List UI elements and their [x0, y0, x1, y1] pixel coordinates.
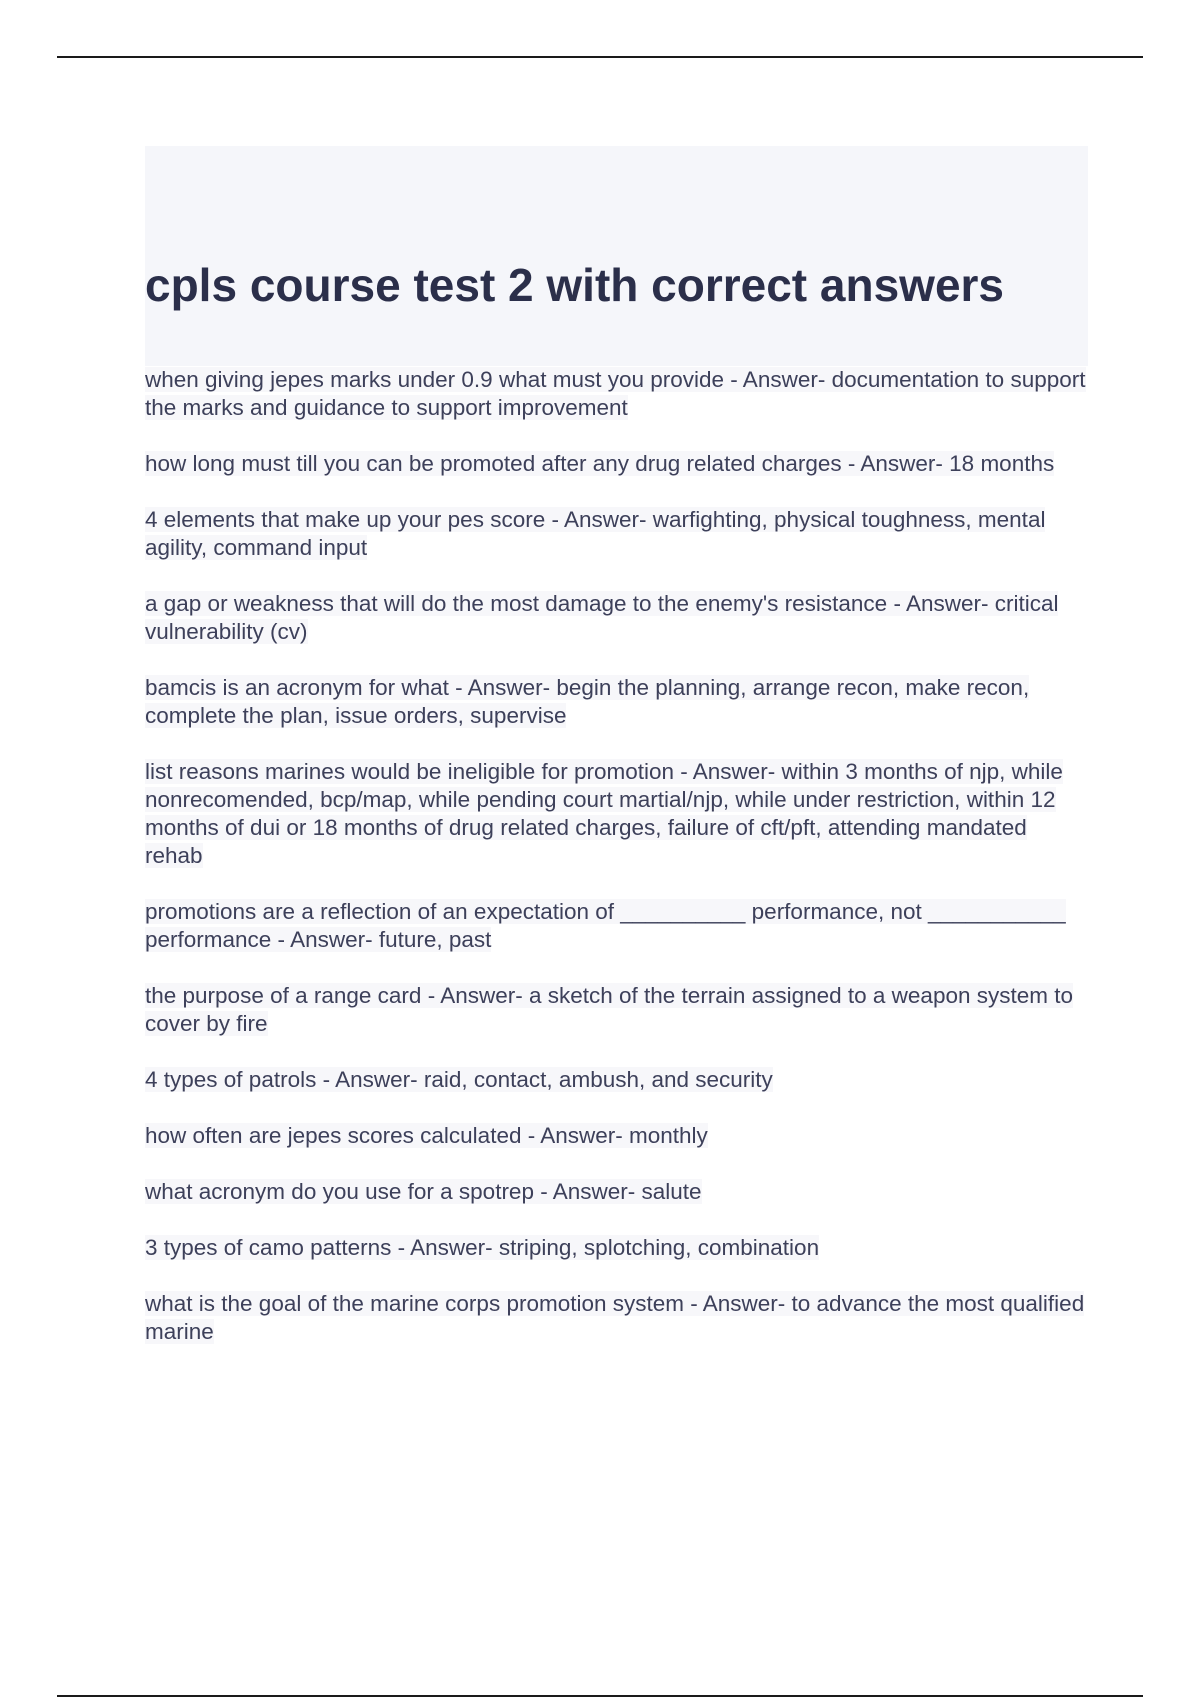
qa-item — [145, 1178, 1088, 1206]
document-title: cpls course test 2 with correct answers — [145, 259, 1005, 311]
qa-text: 4 elements that make up your pes score - Answer- warfighting, physical toughness, mental agility, command input — [145, 507, 1046, 560]
qa-text: how often are jepes scores calculated - Answer- monthly — [145, 1123, 708, 1148]
qa-item — [145, 366, 1088, 422]
header-rule — [57, 56, 1143, 58]
qa-text: bamcis is an acronym for what - Answer- begin the planning, arrange recon, make recon, complete the plan, issue orders, supervise — [145, 675, 1030, 728]
qa-text: a gap or weakness that will do the most damage to the enemy's resistance - Answer- critical vulnerability (cv) — [145, 591, 1059, 644]
qa-text: when giving jepes marks under 0.9 what must you provide - Answer- documentation to support the marks and guidance to support improvement — [145, 367, 1086, 420]
qa-text: 3 types of camo patterns - Answer- striping, splotching, combination — [145, 1235, 820, 1260]
qa-text: 4 types of patrols - Answer- raid, contact, ambush, and security — [145, 1067, 773, 1092]
qa-list — [145, 366, 1088, 1374]
qa-item — [145, 898, 1088, 954]
title-block — [145, 146, 1088, 366]
qa-item — [145, 1066, 1088, 1094]
qa-text: how long must till you can be promoted after any drug related charges - Answer- 18 months — [145, 451, 1055, 476]
qa-item — [145, 1290, 1088, 1346]
qa-item — [145, 590, 1088, 646]
qa-item — [145, 674, 1088, 730]
qa-item — [145, 758, 1088, 870]
qa-text: promotions are a reflection of an expectation of __________ performance, not ___________ performance - Answer- future, past — [145, 899, 1066, 952]
qa-item — [145, 1122, 1088, 1150]
qa-text: list reasons marines would be ineligible for promotion - Answer- within 3 months of njp, while nonrecomended, bcp/map, while pending court martial/njp, while under restriction, within 12 months of dui or 18 months of drug related charges, failure of cft/pft, attending mandated rehab — [145, 759, 1063, 868]
qa-item — [145, 982, 1088, 1038]
qa-text: what is the goal of the marine corps promotion system - Answer- to advance the most qualified marine — [145, 1291, 1085, 1344]
footer-rule — [57, 1695, 1143, 1697]
qa-text: the purpose of a range card - Answer- a sketch of the terrain assigned to a weapon system to cover by fire — [145, 983, 1074, 1036]
qa-item — [145, 506, 1088, 562]
qa-item — [145, 450, 1088, 478]
qa-text: what acronym do you use for a spotrep - Answer- salute — [145, 1179, 702, 1204]
qa-item — [145, 1234, 1088, 1262]
